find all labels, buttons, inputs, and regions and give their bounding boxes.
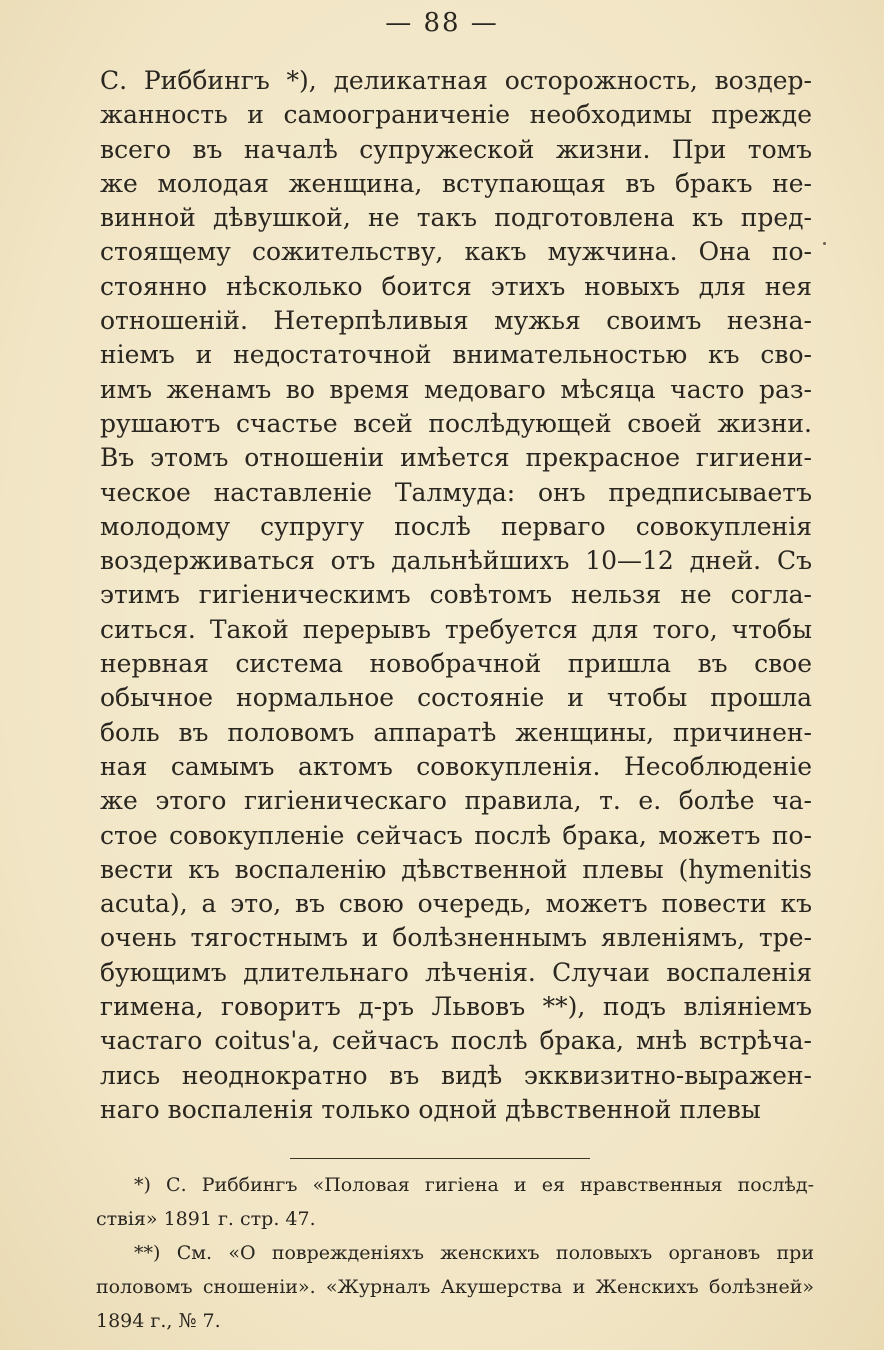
text-line: стое совокупленіе сейчасъ послѣ брака, можетъ по- <box>100 820 812 850</box>
text-line: ніемъ и недостаточной внимательностью къ сво- <box>100 340 812 370</box>
text-line: этимъ гигіеническимъ совѣтомъ нельзя не согла- <box>100 580 812 610</box>
footnote-line: **) См. «О поврежденіяхъ женскихъ половыхъ органовъ при <box>134 1242 814 1264</box>
text-line: частаго coitus'a, сейчасъ послѣ брака, мнѣ встрѣча- <box>100 1026 812 1056</box>
text-line: же молодая женщина, вступающая въ бракъ не- <box>100 168 812 198</box>
paper-speck <box>823 242 826 245</box>
page-number: — 88 — <box>385 8 499 38</box>
text-line: вести къ воспаленію дѣвственной плевы (hymenitis <box>100 854 812 884</box>
text-line: С. Риббингъ *), деликатная осторожность, воздер- <box>100 66 812 95</box>
text-line: воздерживаться отъ дальнѣйшихъ 10—12 дней. Съ <box>100 546 812 576</box>
text-line: acuta), а это, въ свою очередь, можетъ повести къ <box>100 889 812 919</box>
body-text <box>100 64 812 1127</box>
text-line: жанность и самоограниченіе необходимы прежде <box>100 100 812 130</box>
text-line: ная самымъ актомъ совокупленія. Несоблюденіе <box>100 751 812 781</box>
text-line: наго воспаленія только одной дѣвственной плевы <box>100 1094 761 1124</box>
footnote-line: ствія» 1891 г. стр. 47. <box>96 1208 316 1230</box>
footnote-divider <box>290 1158 590 1159</box>
text-line: ситься. Такой перерывъ требуется для того, чтобы <box>100 614 812 644</box>
footnote-line: 1894 г., № 7. <box>96 1310 221 1332</box>
text-line: обычное нормальное состояніе и чтобы прошла <box>100 683 812 713</box>
text-line: гимена, говоритъ д-ръ Львовъ **), подъ вліяніемъ <box>100 992 812 1022</box>
text-line: стоящему сожительству, какъ мужчина. Она по- <box>100 237 812 267</box>
text-line: стоянно нѣсколько боится этихъ новыхъ для нея <box>100 271 812 301</box>
text-line: бующимъ длительнаго лѣченія. Случаи воспаленія <box>100 957 812 987</box>
text-line: винной дѣвушкой, не такъ подготовлена къ пред- <box>100 203 812 233</box>
text-line: Въ этомъ отношеніи имѣется прекрасное гигиени- <box>100 443 812 473</box>
text-line: нервная система новобрачной пришла въ свое <box>100 649 812 679</box>
text-line: всего въ началѣ супружеской жизни. При томъ <box>100 134 812 164</box>
text-line: очень тягостнымъ и болѣзненнымъ явленіямъ, тре- <box>100 923 812 953</box>
footnote-line: половомъ сношеніи». «Журналъ Акушерства и Женскихъ болѣзней» <box>96 1276 814 1298</box>
text-line: лись неоднократно въ видѣ экквизитно-выражен- <box>100 1060 812 1090</box>
footnote-line: *) С. Риббингъ «Половая гигіена и ея нравственныя послѣд- <box>134 1174 814 1196</box>
text-line: отношеній. Нетерпѣливыя мужья своимъ незна- <box>100 306 812 336</box>
text-line: же этого гигіеническаго правила, т. е. болѣе ча- <box>100 786 812 816</box>
text-line: рушаютъ счастье всей послѣдующей своей жизни. <box>100 408 812 438</box>
text-line: имъ женамъ во время медоваго мѣсяца часто раз- <box>100 374 812 404</box>
text-line: боль въ половомъ аппаратѣ женщины, причинен- <box>100 717 812 747</box>
footnotes <box>96 1168 814 1338</box>
text-line: ческое наставленіе Талмуда: онъ предписываетъ <box>100 477 812 507</box>
text-line: молодому супругу послѣ перваго совокупленія <box>100 511 812 541</box>
